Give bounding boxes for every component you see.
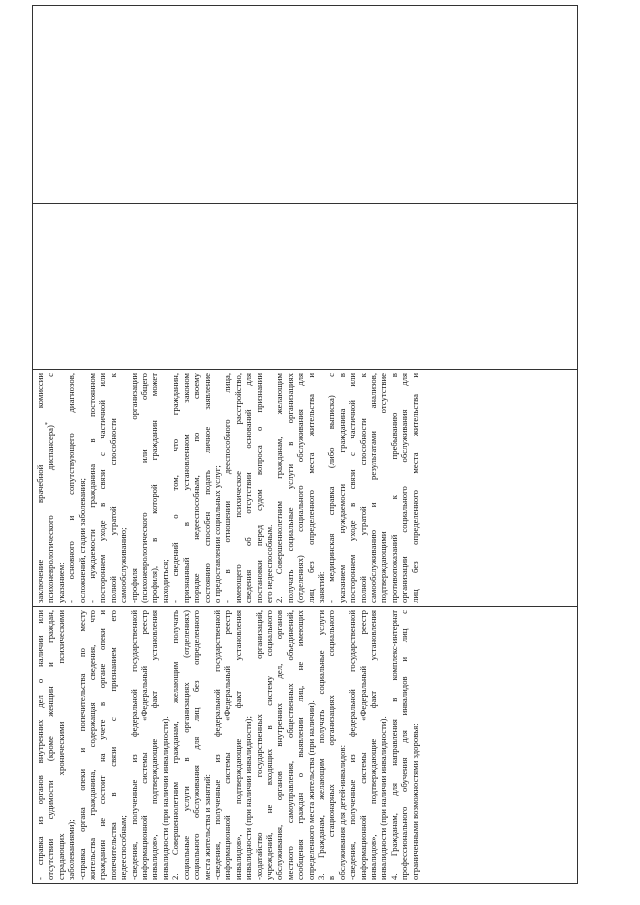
text-line: местного самоуправления, общественных объединений,	[284, 610, 295, 880]
text-line: -профиля организации	[128, 373, 139, 603]
text-line: о предоставлении социальных услуг;	[211, 465, 222, 603]
text-line: - нуждаемости гражданина в постоянном	[87, 373, 98, 603]
text-line: постороннем уходе в связи с частичной или	[347, 373, 358, 603]
text-line: самообслуживанию;	[118, 527, 129, 603]
text-line: лиц без определенного места жительства и	[305, 373, 316, 603]
cell-medical-documents	[33, 370, 578, 607]
document-list-right	[35, 610, 420, 880]
text-line: - основного и сопутствующего диагнозов,	[66, 373, 77, 603]
text-line: инвалидов», подтверждающие факт установления	[232, 610, 243, 880]
text-line: состоянию способен подать личное заявление	[201, 373, 212, 603]
text-line: недееспособным;	[118, 815, 129, 880]
text-line: жительства гражданина, содержащая сведения, что	[87, 610, 98, 880]
text-line: признанный в установленном законом	[180, 373, 191, 603]
text-line: 3. Гражданам, желающим получать социальные услуги	[315, 610, 326, 880]
text-line: противопоказаний к пребыванию в	[388, 373, 399, 603]
text-line: инвалидов», подтверждающие факт установления	[149, 610, 160, 880]
text-line: сведения об отсутствии оснований для	[243, 373, 254, 603]
text-line: -сведения, полученные из федеральной государственной	[128, 610, 139, 880]
text-line: - медицинская справка (либо выписка) с	[326, 373, 337, 603]
text-line: -сведения, полученные из федеральной государственной	[211, 610, 222, 880]
rotated-table-page	[32, 34, 578, 884]
text-line: (отделениях) социального обслуживания для	[295, 373, 306, 603]
text-line: полной утратой способности к	[107, 373, 118, 603]
text-line: страдающих хроническими психическими	[55, 610, 66, 880]
text-line: постановки перед судом вопроса о признании	[253, 373, 264, 603]
empty-cell	[33, 204, 578, 370]
text-line: профиля), в которой гражданин может	[149, 373, 160, 603]
text-line: инвалидности (при наличии инвалидности).	[159, 716, 170, 880]
text-line: - справка из органов внутренних дел о наличии или	[35, 610, 45, 880]
text-line: 2. Совершеннолетним гражданам, желающим	[274, 373, 285, 603]
text-line: самообслуживанию и результатами анализов,	[368, 373, 378, 603]
text-line: получать социальные услуги в организациях	[284, 373, 295, 603]
empty-cell	[33, 6, 578, 204]
text-line: профессионального обучения для инвалидов и лиц с	[399, 610, 410, 880]
documents-table	[32, 5, 578, 884]
text-line	[45, 373, 55, 603]
text-line: информационной системы «Федеральный реестр	[139, 610, 150, 880]
text-line: места жительства и занятий:	[201, 774, 212, 880]
text-line: ограниченными возможностями здоровья:	[409, 723, 420, 880]
text-line: инвалидов», подтверждающие факт установления	[368, 610, 378, 880]
text-line: гражданин не состоит на учете в органе опеки и	[97, 610, 108, 880]
text-line: занятий:	[315, 571, 326, 603]
text-line: отсутствии судимости (кроме женщин и граждан,	[45, 610, 56, 880]
text-line: лиц без определенного места жительства и	[409, 373, 420, 603]
text-line: определенного места жительства (при наличии).	[305, 700, 316, 880]
text-line: порядке недееспособным, по своему	[191, 373, 202, 603]
cell-required-documents-continued	[33, 607, 578, 884]
text-line: попечительства в связи с признанием его	[107, 610, 118, 880]
text-line: осложнений, стадии заболевания;	[76, 478, 87, 603]
text-line: 4. Гражданам, для направления в комплекс-интернат	[388, 610, 399, 880]
text-line: -справка органа опеки и попечительства по месту	[76, 610, 87, 880]
text-line: его недееспособным.	[263, 524, 274, 603]
text-line: в стационарных организациях социального	[326, 610, 337, 880]
text-line: -сведения, полученные из федеральной государственной	[347, 610, 358, 880]
text-line: - сведений о том, что гражданин,	[170, 373, 181, 603]
text-line: постороннем уходе в связи с частичной или	[97, 373, 108, 603]
text-line: 2. Совершеннолетним гражданам, желающим получать	[170, 610, 181, 880]
text-line: (психоневрологического или общего	[139, 373, 150, 603]
text-line: информационной системы «Федеральный реестр	[357, 610, 368, 880]
text-line: имеющего психическое расстройство,	[232, 373, 243, 603]
text-line: полной утратой способности к	[357, 373, 368, 603]
text-line: подтверждающими отсутствие	[378, 373, 389, 603]
text-line: учреждений, не входящих в систему социального	[263, 610, 274, 880]
footnote-mark: *	[45, 422, 52, 426]
text-line: -ходатайство государственных организаций,	[253, 610, 264, 880]
text-line: социального обслуживания для лиц без определенного	[191, 610, 202, 880]
text-line: указанием:	[55, 562, 66, 603]
text-line: обслуживания, органов внутренних дел, органов	[274, 610, 285, 880]
text-line: обслуживания для детей-инвалидов:	[336, 744, 347, 880]
text-line: сообщения граждан о выявлении лиц, не имеющих	[295, 610, 306, 880]
text-line: - в отношении дееспособного лица,	[222, 373, 233, 603]
document-list-left	[35, 373, 420, 603]
text-line: заболеваниями);	[66, 819, 77, 880]
text-line: заключение врачебной комиссии	[35, 373, 45, 603]
text-line: находиться;	[159, 559, 170, 603]
text-fragment: психоневрологического диспансера)	[45, 425, 56, 603]
table-row	[33, 6, 578, 884]
text-line: инвалидности (при наличии инвалидности);	[243, 716, 254, 880]
text-line: указанием нуждаемости гражданина в	[336, 373, 347, 603]
text-line: социальные услуги в организациях (отделениях)	[180, 610, 191, 880]
text-line: информационной системы «Федеральный реестр	[222, 610, 233, 880]
text-fragment: с	[45, 372, 56, 423]
text-line: организации социального обслуживания для	[399, 373, 410, 603]
text-line: инвалидности (при наличии инвалидности).	[378, 716, 389, 880]
